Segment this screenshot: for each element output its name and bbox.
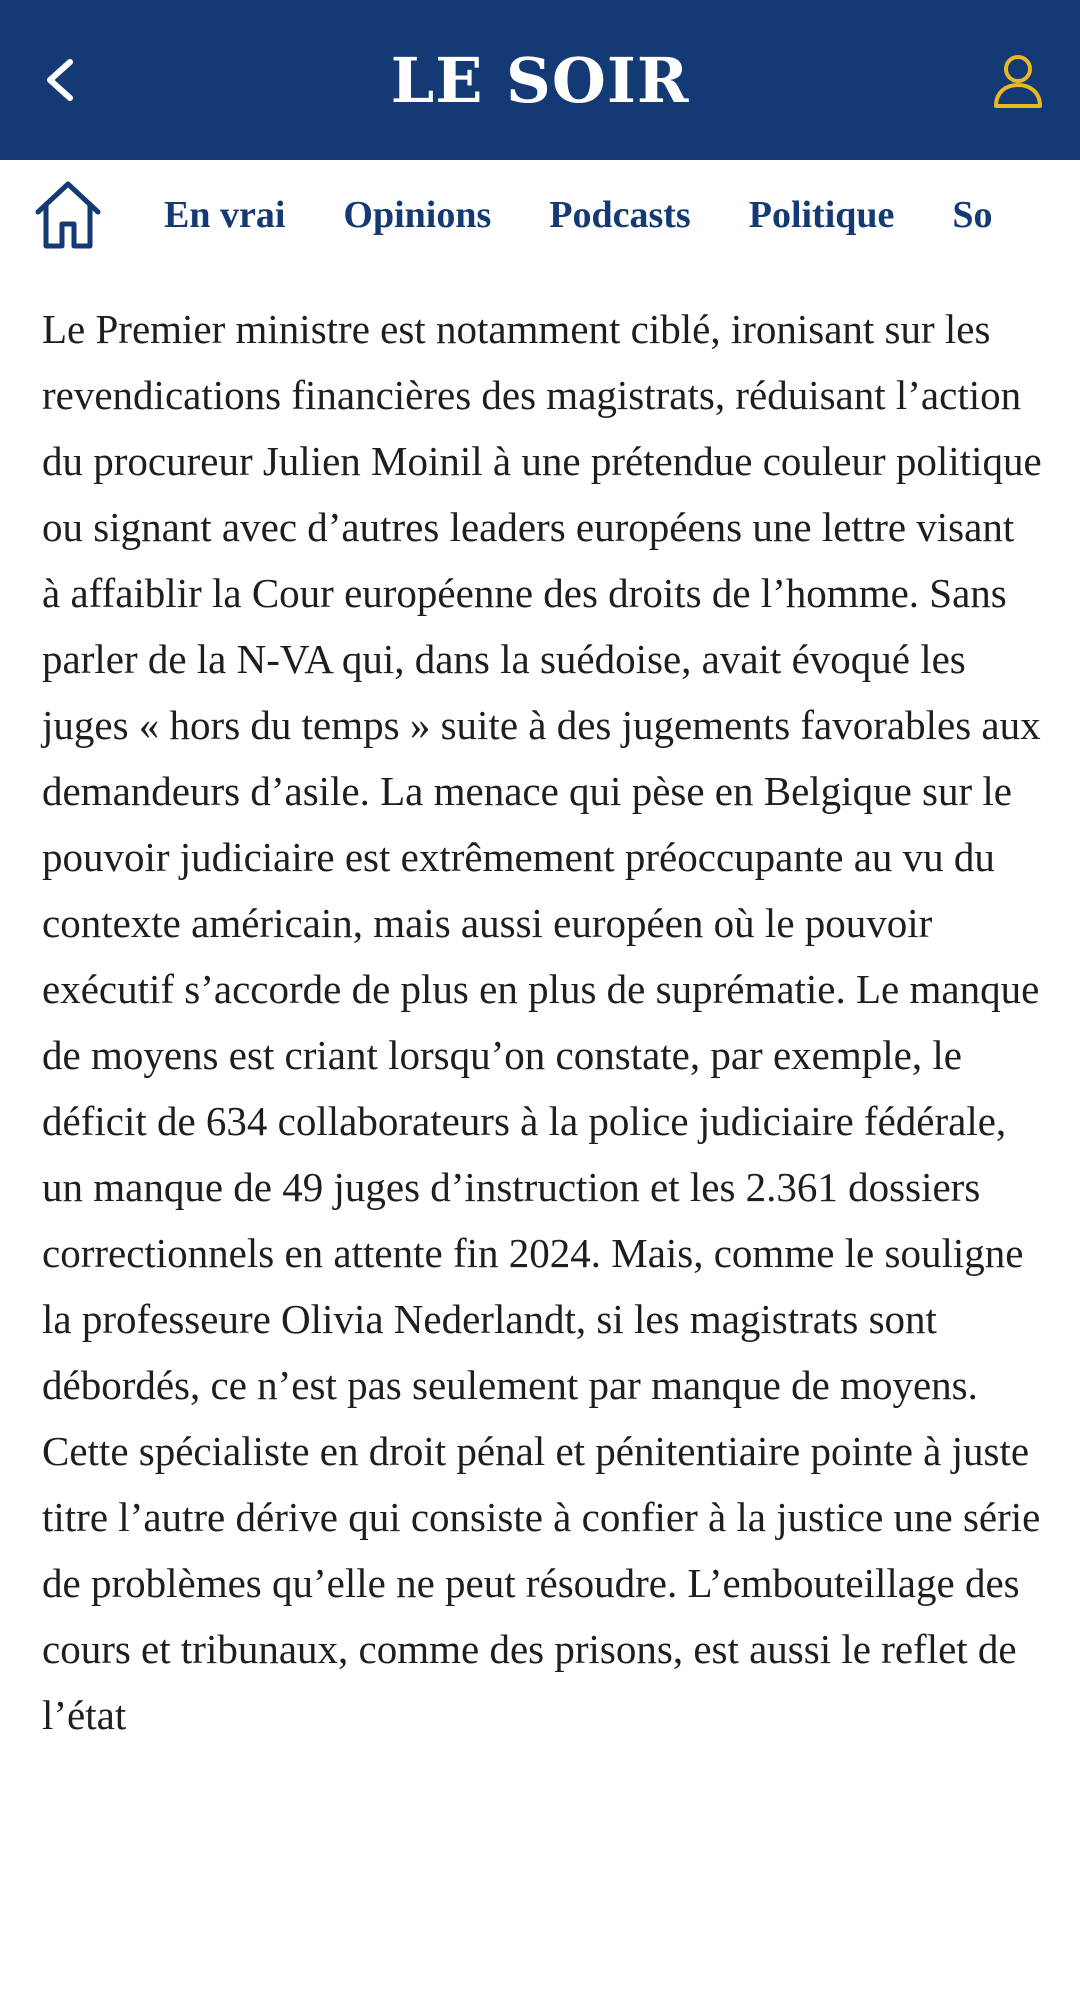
user-icon [990,52,1046,110]
home-icon [32,178,104,252]
account-button[interactable] [990,52,1050,112]
chevron-left-icon [40,56,80,104]
nav-item-politique[interactable]: Politique [748,194,895,236]
brand-logo[interactable]: LE SOIR [390,43,690,117]
top-app-bar [0,0,1080,160]
nav-item-en-vrai[interactable]: En vrai [164,194,286,236]
nav-item-opinions[interactable]: Opinions [343,194,492,236]
section-navigation [0,160,1080,270]
back-button[interactable] [30,50,90,110]
nav-item-podcasts[interactable]: Podcasts [549,194,691,236]
home-button[interactable] [30,175,106,255]
nav-item-so[interactable]: So [952,194,993,236]
article-body: Le Premier ministre est notamment ciblé, ironisant sur les revendications financières des magistrats, réduisant l’action du procureur Julien Moinil à une prétendue couleur politique ou signant avec d’autres leaders européens une lettre visant à affaiblir la Cour européenne des droits de l’homme. Sans parler de la N-VA qui, dans la suédoise, avait évoqué les juges « hors du temps » suite à des jugements favorables aux demandeurs d’asile. La menace qui pèse en Belgique sur le pouvoir judiciaire est extrêmement préoccupante au vu du contexte américain, mais aussi européen où le pouvoir exécutif s’accorde de plus en plus de suprématie. Le manque de moyens est criant lorsqu’on constate, par exemple, le déficit de 634 collaborateurs à la police judiciaire fédérale, un manque de 49 juges d’instruction et les 2.361 dossiers correctionnels en attente fin 2024. Mais, comme le souligne la professeure Olivia Nederlandt, si les magistrats sont débordés, ce n’est pas seulement par manque de moyens. Cette spécialiste en droit pénal et pénitentiaire pointe à juste titre l’autre dérive qui consiste à confier à la justice une série de problèmes qu’elle ne peut résoudre. L’embouteillage des cours et tribunaux, comme des prisons, est aussi le reflet de l’état [42,306,1042,1738]
